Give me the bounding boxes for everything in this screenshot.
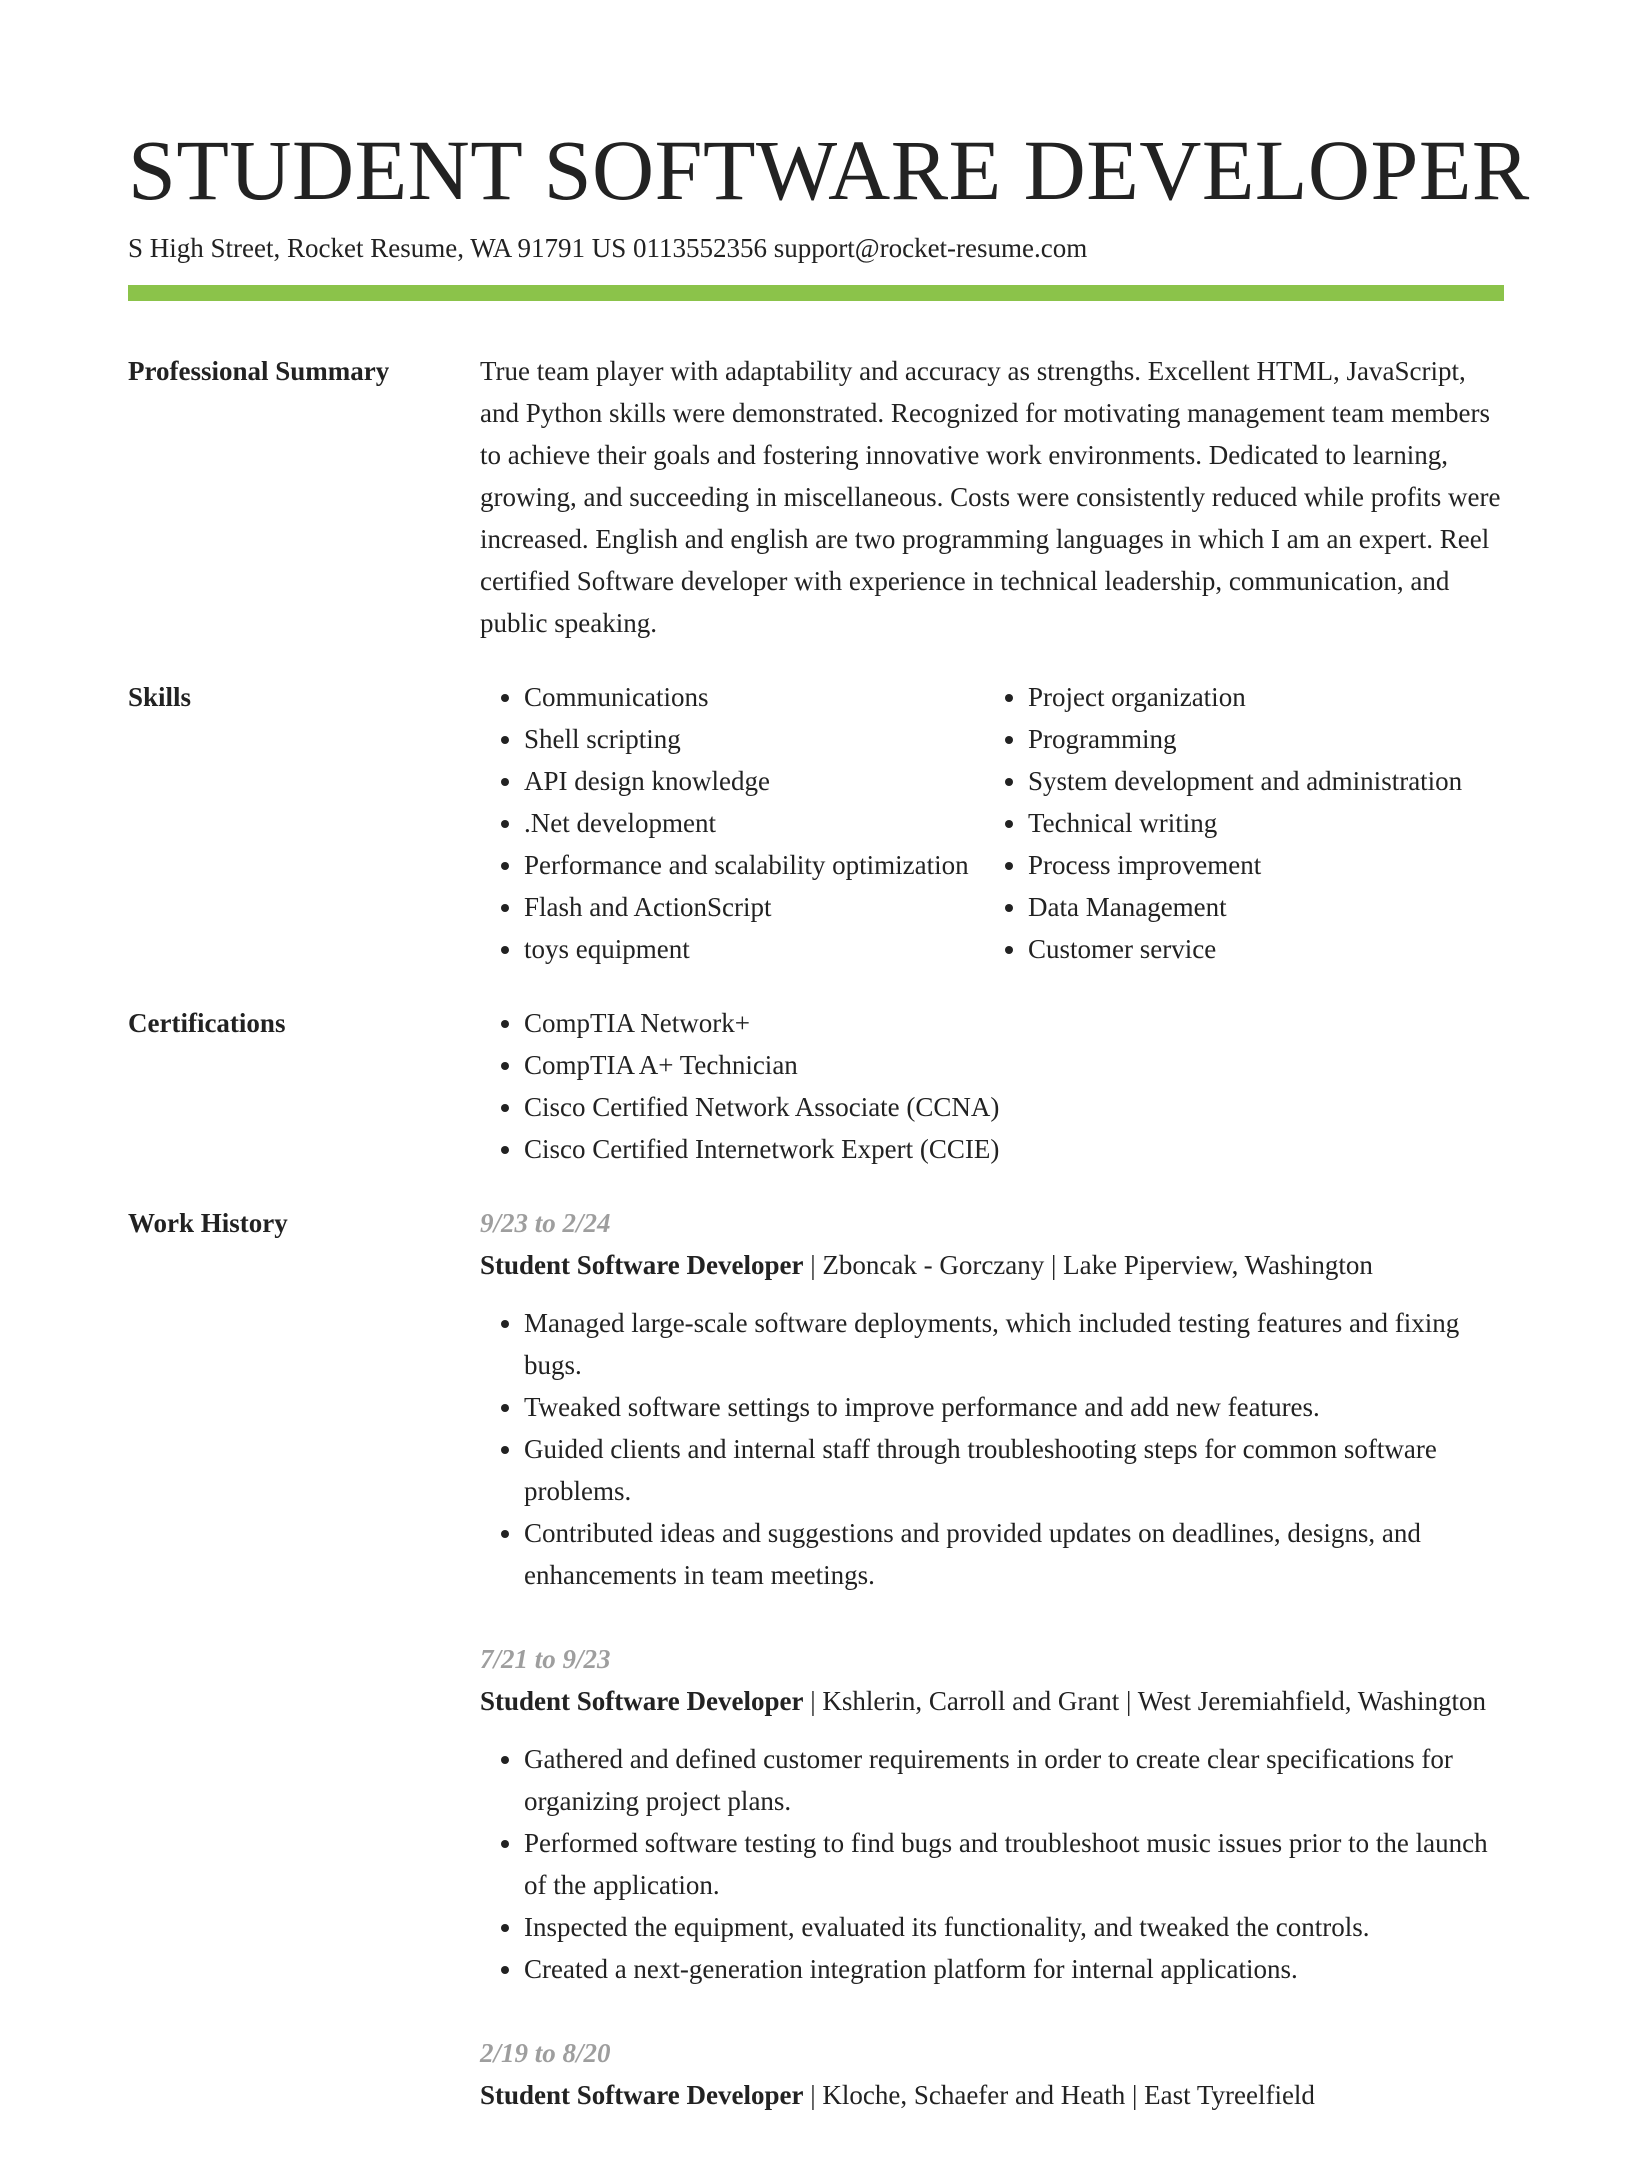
certifications-body — [480, 1002, 1504, 1170]
job-bullet: • Managed large-scale software deployments, which included testing features and fixing bugs. — [524, 1302, 1504, 1386]
job-bullet: • Inspected the equipment, evaluated its functionality, and tweaked the controls. — [524, 1906, 1504, 1948]
skills-list-left — [480, 676, 1044, 970]
contact-line: S High Street, Rocket Resume, WA 91791 US 0113552356 support@rocket-resume.com — [128, 233, 1088, 263]
skill-item: • Project organization — [1028, 676, 1548, 718]
certification-item: • CompTIA Network+ — [524, 1002, 1504, 1044]
job-heading — [480, 1680, 1504, 1722]
summary-text: True team player with adaptability and accuracy as strengths. Excellent HTML, JavaScript, and Python skills were demonstrated. Recognized for motivating management team members to achieve their goals and fostering innovative work environments. Dedicated to learning, growing, and succeeding in miscellaneous. Costs were consistently reduced while profits were increased. English and english are two programming languages in which I am an expert. Reel certified Software developer with experience in technical leadership, communication, and public speaking. — [480, 356, 1501, 638]
job-bullets — [480, 1302, 1504, 1596]
skill-item: • toys equipment — [524, 928, 1044, 970]
job-bullets — [480, 1738, 1504, 1990]
job-entry — [480, 1202, 1504, 1596]
work-history-heading: Work History — [128, 1208, 288, 1238]
certifications-list — [480, 1002, 1504, 1170]
skill-item: • Programming — [1028, 718, 1548, 760]
job-dates: 7/21 to 9/23 — [480, 1644, 611, 1674]
skill-item: • Flash and ActionScript — [524, 886, 1044, 928]
job-heading — [480, 1244, 1504, 1286]
job-details: | Kshlerin, Carroll and Grant | West Jeremiahfield, Washington — [803, 1686, 1487, 1716]
skill-item: • Performance and scalability optimization — [524, 844, 1044, 886]
job-bullet: • Guided clients and internal staff through troubleshooting steps for common software problems. — [524, 1428, 1504, 1512]
skill-item: • System development and administration — [1028, 760, 1548, 802]
job-title: Student Software Developer — [480, 2080, 804, 2110]
job-bullet: • Tweaked software settings to improve performance and add new features. — [524, 1386, 1504, 1428]
skill-item: • Data Management — [1028, 886, 1548, 928]
skill-item: • Customer service — [1028, 928, 1548, 970]
job-dates: 2/19 to 8/20 — [480, 2038, 611, 2068]
skill-item: • Shell scripting — [524, 718, 1044, 760]
job-title: Student Software Developer — [480, 1250, 804, 1280]
job-entry — [480, 1638, 1504, 1990]
job-bullet: • Performed software testing to find bugs and troubleshoot music issues prior to the launch of the application. — [524, 1822, 1504, 1906]
skill-item: • Process improvement — [1028, 844, 1548, 886]
skills-heading: Skills — [128, 682, 192, 712]
summary-heading: Professional Summary — [128, 356, 390, 386]
certifications-heading: Certifications — [128, 1008, 286, 1038]
resume-name: STUDENT SOFTWARE DEVELOPER — [128, 122, 1530, 218]
skill-item: • Communications — [524, 676, 1044, 718]
job-entry — [480, 2032, 1504, 2116]
job-details: | Zboncak - Gorczany | Lake Piperview, Washington — [803, 1250, 1373, 1280]
work-history-body — [480, 1202, 1504, 2158]
job-details: | Kloche, Schaefer and Heath | East Tyreelfield — [803, 2080, 1315, 2110]
skill-item: • Technical writing — [1028, 802, 1548, 844]
job-title: Student Software Developer — [480, 1686, 804, 1716]
skills-columns — [480, 676, 1504, 976]
skill-item: • API design knowledge — [524, 760, 1044, 802]
header-divider — [128, 285, 1504, 301]
skill-item: • .Net development — [524, 802, 1044, 844]
summary-body — [480, 350, 1504, 644]
job-bullet: • Created a next-generation integration platform for internal applications. — [524, 1948, 1504, 1990]
job-heading — [480, 2074, 1504, 2116]
certification-item: • Cisco Certified Internetwork Expert (CCIE) — [524, 1128, 1504, 1170]
job-bullet: • Gathered and defined customer requirements in order to create clear specifications for organizing project plans. — [524, 1738, 1504, 1822]
job-dates: 9/23 to 2/24 — [480, 1208, 611, 1238]
certification-item: • Cisco Certified Network Associate (CCNA) — [524, 1086, 1504, 1128]
job-bullet: • Contributed ideas and suggestions and provided updates on deadlines, designs, and enhancements in team meetings. — [524, 1512, 1504, 1596]
skills-list-right — [984, 676, 1548, 970]
skills-body — [480, 676, 1504, 976]
certification-item: • CompTIA A+ Technician — [524, 1044, 1504, 1086]
